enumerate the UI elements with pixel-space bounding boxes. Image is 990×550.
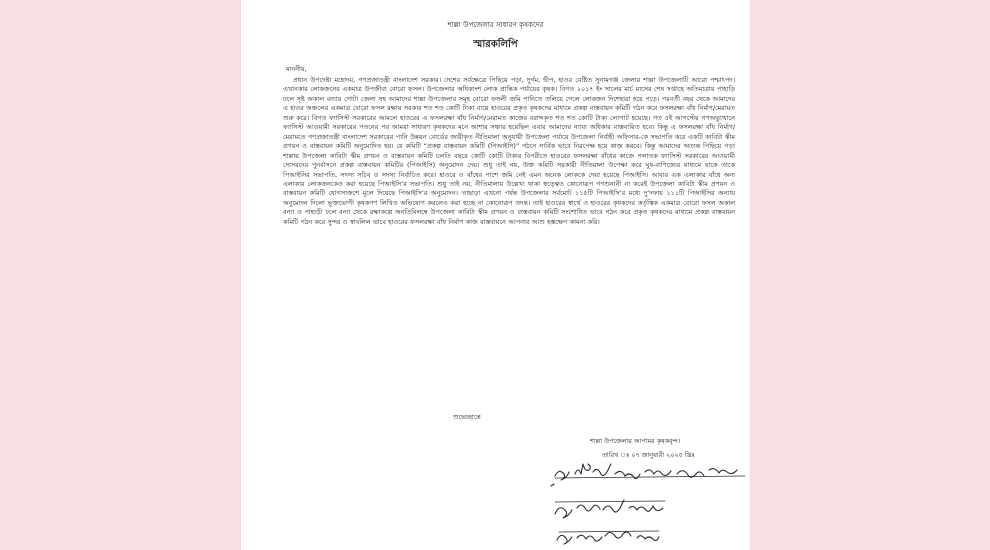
- memorandum-page: [241, 0, 750, 550]
- letter-title: স্মারকলিপি: [473, 39, 518, 50]
- signature-2: [555, 500, 665, 518]
- signature-1: [551, 464, 745, 486]
- salutation: মাননীয়,: [286, 65, 307, 73]
- closing-regards: শুভেচ্ছান্তে: [453, 413, 481, 421]
- letter-body: প্রধান উপদেষ্টা মহোদয়, গণপ্রজাতন্ত্রী বাংলাদেশ সরকার। দেশের সর্বক্ষেত্রে পিছিয়ে পড়া, দুর্গম, দ্বীপ, হাওর বেষ্টিত সুনামগঞ্জ জেলার শাল্লা উপজেলাটি আরো পশ্চাৎপদ। এখানকার লোকজনের একমাত্র উপজীব্য বোরো ফসল। উপজেলার অধিকাংশ লোক প্রান্তিক পর্যায়ের কৃষক। বিগত ২০১৭ ইং সালের মার্চ মাসের শেষ সপ্তাহে অতিমাত্রায় পাহাড়ি ঢলে সৃষ্ট অকাল বন্যায় গোটা জেলা সহ আমাদের শাল্লা উপজেলার সমূহ বোরো ফসলী জমি পানিতে তলিয়ে গেলে লোকজন দিশেহারা হয়ে পড়ে। পরবর্তী বছর থেকে আমাদের এ হাওর অঞ্চলের একমাত্র বোরো ফসল রক্ষায় সরকার শত শত কোটি টাকা ব্যয়ে হাওরের প্রকৃত কৃষকদের মাধ্যমে প্রকল্প বাস্তবায়ন কমিটি গঠন করে ফসলরক্ষা বাঁধ নির্মাণ/মেরামত শুরু করে। বিগত ফ্যাসিস্ট সরকারের আমলে হাওরের এ ফসলরক্ষা বাঁধ নির্মাণ/মেরামত কাজের বরাদ্দকৃত শত শত কোটি টাকা লোপাট হয়েছে। গত ৫ই আগস্টের গণঅভ্যুত্থানে ফ্যাসিস্ট আওয়ামী সরকারের পতনের পর আমরা সাধারণ কৃষকদের মনে আশার সঞ্চার হয়েছিল এবার আমাদের ন্যায্য অধিকার বাস্তবায়িত হবে। কিন্তু এ ফসলরক্ষা বাঁধ নির্মাণ/মেরামতে গণপ্রজাতন্ত্রী বাংলাদেশ সরকারের পানি উন্নয়ন বোর্ডের জারীকৃত নীতিমালা অনুযায়ী উপজেলা পর্যায়ে উপজেলা নির্বাহী অফিসার-কে সভাপতি করে একটি কাবিটা স্কীম প্রণয়ন ও বাস্তবায়ন কমিটি অনুমোদিত হয়। যে কমিটি “প্রকল্প বাস্তবায়ন কমিটি (পিআইসি)” গঠনে সার্বিক ভাবে নিরপেক্ষ হয়ে কাজ করবে। কিন্তু আমাদের অত্যন্ত পিছিয়ে পড়া শাল্লায় উপজেলা কাবিটা স্কীম প্রণয়ন ও বাস্তবায়ন কমিটি চলতি বছরে কোটি কোটি টাকার বিপরীতে হাওরের ফসলরক্ষা বাঁধের কাজে পলাতক ফ্যাসিস্ট সরকারের আওয়ামী দোসরদের পুনর্বাসনে প্রকল্প বাস্তবায়ন কমিটির (পিআইসি) অনুমোদন দেয়। শুধু তাই নয়, উক্ত কমিটি সরকারী নীতিমালা উপেক্ষা করে ঘুষ-বাণিজ্যের মাধ্যমে যাকে তাকে পিআইসির সভাপতি, সদস্য সচিব ও সদস্য নির্বাচিত করে। হাওরে ও বাঁধের পাশে জমি নেই এমন অনেক লোককে দেয়া হয়েছে পিআইসি। আবার এক এলাকার বাঁধে অন্য এলাকার লোকজনকেও করা হয়েছে পিআইসি’র সভাপতি। শুধু তাই নয়, নীতিমালায় উল্লেখ্য থাকা স্বত্ত্বেও কোনোরূপ গণশুনানী না করেই উপজেলা কাবিটা স্কীম প্রণয়ন ও বাস্তবায়ন কমিটি যোগসাজশে মূলে দিয়েছে পিআইসি’র অনুমোদন। তাছাড়া এখনো পর্যন্ত উপজেলার সর্বমোট ১১৫টি পিআইসি’র মধ্যে দু’দফায় ১১১টি পিআইসির অন্যায় অনুমোদন দিলো ভূক্তভোগী কৃষকগণ লিখিত অভিযোগ করলেও করা হচ্ছে না কোনোরূপ তদন্ত। তাই হাওরের স্বার্থে ও হাওরের কৃষকদের কর্তৃত্বিক একমাত্র বোরো ফসল অকাল বন্যা ও পাহাড়ী ঢলে বন্যা থেকে রক্ষাকল্পে অনতিবিলম্বে উপজেলা কাবিটা স্কীম প্রণয়ন ও বাস্তবায়ন কমিটি সংশোধিত ভাবে গঠন করে প্রকৃত কৃষকদের মাধ্যমে প্রকল্প বাস্তবায়ন কমিটি গঠন করে সুন্দর ও স্বাবলিল ভাবে হাওরের ফসলরক্ষা বাঁধ নির্মাণ কাজ বাস্তবায়নে আপনার আশু হস্তক্ষেপ কামনা করি।: [283, 76, 735, 226]
- signature-3: [557, 531, 659, 544]
- handwritten-signatures: [541, 462, 755, 550]
- letter-subtitle: শাল্লা উপজেলার সাধারণ কৃষকদের: [447, 21, 544, 29]
- date-line: তারিখ ঃ ০৭ জানুয়ারী ২০২৫ খ্রিঃ: [602, 451, 695, 459]
- sender-line: শাল্লা উপজেলার আপামর কৃষকবৃন্দ।: [590, 437, 681, 445]
